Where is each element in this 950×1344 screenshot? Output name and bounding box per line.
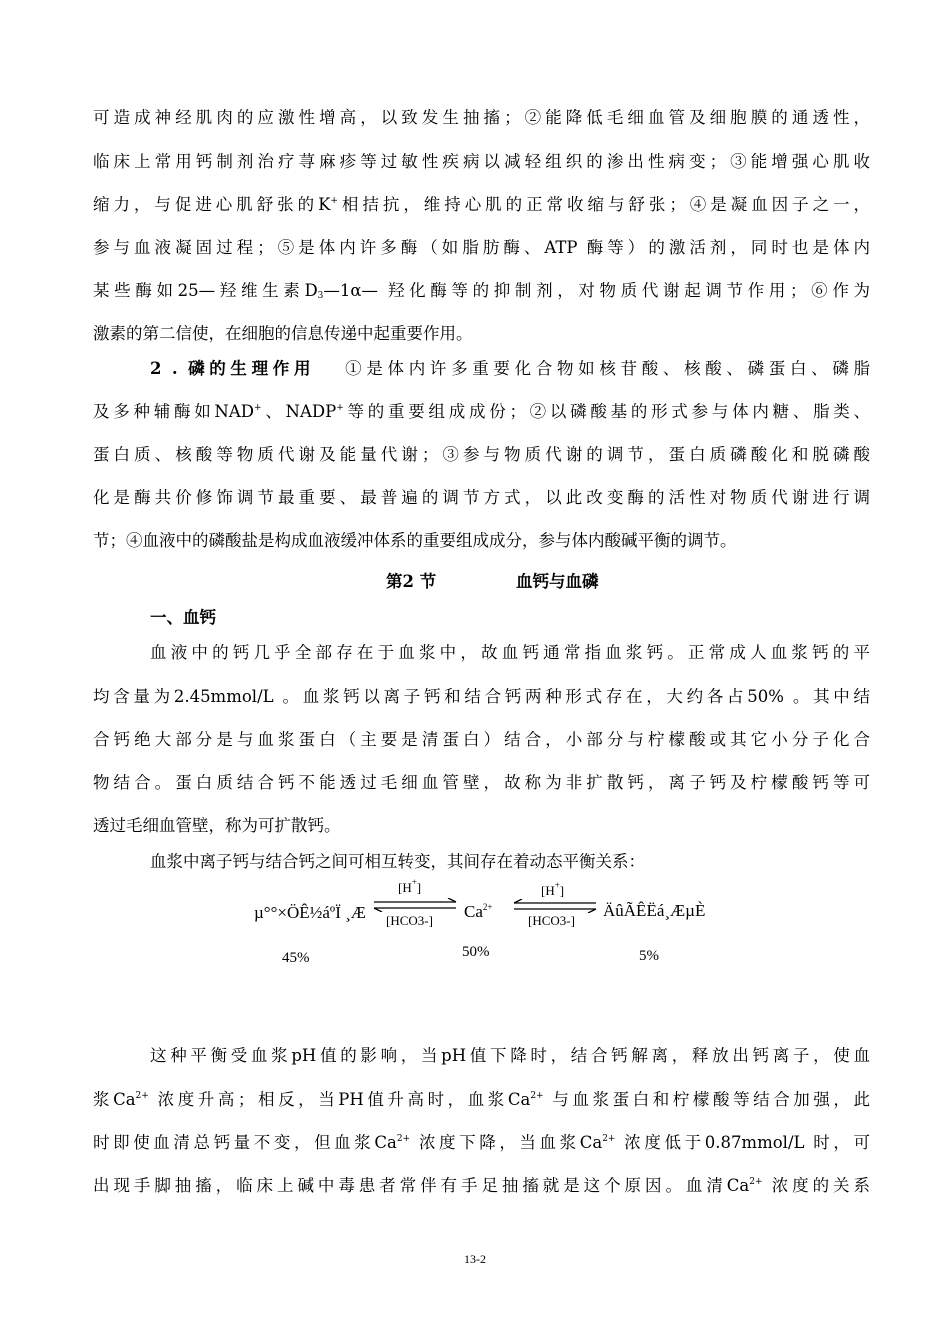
calcium-function-line-2: 临床上常用钙制剂治疗荨麻疹等过敏性疾病以减轻组织的渗出性病变；③能增强心肌收 [93, 152, 870, 171]
ph-effect-line-2: 浆$Ca^{2+}$ 浓度升高；相反，当PH值升高时，血浆$Ca^{2+}$ 与血浆蛋白和柠檬酸等结合加强，此 [93, 1090, 871, 1109]
calcium-function-line-5: 某些酶如25—羟维生素$D_3—1\alpha—$ 羟化酶等的抑制剂，对物质代谢起调节作用；⑥作为 [93, 281, 870, 301]
page-number: 13-2 [464, 1252, 486, 1266]
ph-effect-line-1: 这种平衡受血浆pH值的影响，当pH值下降时，结合钙解离，释放出钙离子，使血 [150, 1046, 870, 1065]
section-number: 第2 节 [386, 572, 437, 591]
phosphorus-function-line-4: 化是酶共价修饰调节最重要、最普遍的调节方式，以此改变酶的活性对物质代谢进行调 [93, 488, 870, 507]
blood-calcium-line-3: 合钙绝大部分是与血浆蛋白（主要是清蛋白）结合，小部分与柠檬酸或其它小分子化合 [93, 730, 870, 749]
ph-effect-line-4: 出现手脚抽搐，临床上碱中毒患者常伴有手足抽搐就是这个原因。血清$Ca^{2+}$ 浓度的关系 [93, 1176, 870, 1195]
ph-effect-line-3: 时即使血清总钙量不变，但血浆$Ca^{2+}$ 浓度下降，当血浆$Ca^{2+}$ 浓度低于0.87mmol/L 时，可 [93, 1133, 870, 1152]
phosphorus-function-line-5: 节；④血液中的磷酸盐是构成血液缓冲体系的重要组成成分，参与体内酸碱平衡的调节。 [93, 531, 737, 550]
percent-right: 5% [639, 948, 659, 964]
equation-left-term: µ°°×ÖÊ½áºÏ ¸Æ [254, 903, 366, 922]
blood-calcium-line-4: 物结合。蛋白质结合钙不能透过毛细血管壁，故称为非扩散钙，离子钙及柠檬酸钙等可 [93, 773, 870, 792]
arrow1-bottom-label: [HCO3-] [386, 913, 433, 928]
arrow2-top-label: [H+] [541, 880, 565, 898]
arrow1-top-label: [H+] [398, 877, 422, 895]
calcium-function-line-3: 缩力，与促进心肌舒张的K+相拮抗，维持心肌的正常收缩与舒张；④是凝血因子之一， [93, 195, 871, 214]
phosphorus-heading: 2 . 磷的生理作用 [150, 359, 316, 378]
arrow2-bottom-label: [HCO3-] [528, 913, 575, 928]
phosphorus-function-line-2: 及多种辅酶如NAD+、NADP+等的重要组成成份；②以磷酸基的形式参与体内糖、脂类、 [93, 402, 871, 421]
equation-middle-term: $Ca^{2+}$ [464, 902, 493, 921]
arrow1-equilibrium-icon [372, 898, 458, 912]
calcium-function-line-6: 激素的第二信使，在细胞的信息传递中起重要作用。 [93, 324, 473, 343]
percent-middle: 50% [462, 944, 490, 960]
equilibrium-intro: 血浆中离子钙与结合钙之间可相互转变，其间存在着动态平衡关系： [150, 852, 645, 871]
phosphorus-function-line-3: 蛋白质、核酸等物质代谢及能量代谢；③参与物质代谢的调节，蛋白质磷酸化和脱磷酸 [93, 445, 870, 464]
calcium-function-line-1: 可造成神经肌肉的应激性增高，以致发生抽搐；②能降低毛细血管及细胞膜的通透性， [93, 108, 870, 127]
equation-right-term: ÄûÃÊËá¸ÆµÈ [603, 901, 706, 920]
phosphorus-function-line-1: 2 . 磷的生理作用 ①是体内许多重要化合物如核苷酸、核酸、磷蛋白、磷脂 [150, 359, 871, 378]
arrow2-equilibrium-icon [512, 899, 598, 913]
blood-calcium-line-2: 均含量为2.45mmol/L 。血浆钙以离子钙和结合钙两种形式存在，大约各占50% 。其中结 [93, 687, 870, 706]
subsection-title: 一、血钙 [150, 608, 216, 627]
blood-calcium-line-5: 透过毛细血管壁，称为可扩散钙。 [93, 816, 341, 835]
percent-left: 45% [282, 950, 310, 966]
blood-calcium-line-1: 血液中的钙几乎全部存在于血浆中，故血钙通常指血浆钙。正常成人血浆钙的平 [150, 643, 870, 662]
calcium-function-line-4: 参与血液凝固过程；⑤是体内许多酶（如脂肪酶、ATP 酶等）的激活剂，同时也是体内 [93, 238, 870, 257]
section-title: 血钙与血磷 [516, 572, 599, 591]
